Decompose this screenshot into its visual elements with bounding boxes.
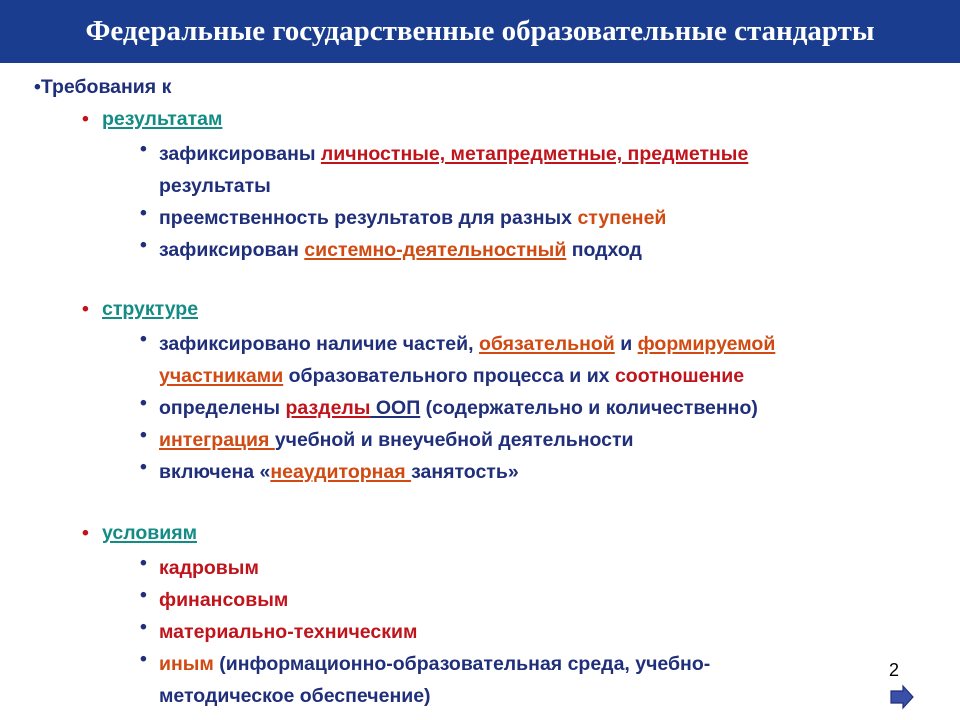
item-text: учебной и внеучебной деятельности: [274, 429, 634, 451]
bullet-icon: •: [140, 328, 147, 350]
item-text: определены: [159, 397, 286, 419]
intro-text: •Требования к: [34, 76, 172, 98]
item-text: ООП: [370, 397, 421, 419]
slide-content: [0, 72, 960, 712]
item-text: зафиксировано наличие частей,: [159, 333, 479, 355]
item-highlight: неаудиторная: [270, 461, 412, 483]
item-highlight: соотношение: [614, 365, 745, 387]
item-text: методическое обеспечение): [159, 685, 431, 707]
bullet-icon: •: [82, 522, 89, 544]
item-highlight: ступеней: [577, 207, 667, 229]
bullet-icon: •: [140, 616, 147, 638]
item-text: включена «: [159, 461, 271, 483]
item-text: зафиксирован: [159, 239, 305, 261]
item-highlight: личностные, метапредметные, предметные: [320, 143, 749, 165]
header-bar: [0, 0, 960, 63]
item-highlight: формируемой: [637, 333, 776, 355]
item-text: результаты: [159, 175, 271, 197]
bullet-icon: •: [140, 424, 147, 446]
page-number: 2: [889, 660, 900, 680]
bullet-icon: •: [140, 392, 147, 414]
section-heading-conditions: условиям: [102, 522, 198, 544]
item-text: преемственность результатов для разных: [159, 207, 578, 229]
next-arrow-icon[interactable]: [889, 684, 915, 710]
slide-title: Федеральные государственные образовательные стандарты: [85, 15, 875, 47]
item-text: кадровым: [159, 557, 259, 579]
item-text: материально-техническим: [159, 621, 418, 643]
bullet-icon: •: [140, 648, 147, 670]
item-text: зафиксированы: [159, 143, 321, 165]
section-heading-structure: структуре: [102, 298, 199, 320]
item-highlight: разделы: [285, 397, 371, 419]
section-heading-results: результатам: [102, 108, 223, 130]
bullet-icon: •: [140, 202, 147, 224]
item-text: занятость»: [411, 461, 519, 483]
item-text: (содержательно и количественно): [420, 397, 758, 419]
bullet-icon: •: [82, 298, 89, 320]
item-highlight: участниками: [159, 365, 284, 387]
item-text: образовательного процесса и их: [283, 365, 615, 387]
item-highlight: обязательной: [478, 333, 615, 355]
bullet-icon: •: [82, 108, 89, 130]
bullet-icon: •: [140, 234, 147, 256]
bullet-icon: •: [140, 456, 147, 478]
item-text: (информационно-образовательная среда, учебно-: [213, 653, 711, 675]
bullet-icon: •: [140, 584, 147, 606]
item-text: подход: [566, 239, 642, 261]
item-highlight: системно-деятельностный: [304, 239, 567, 261]
bullet-icon: •: [140, 552, 147, 574]
item-text: и: [614, 333, 638, 355]
item-highlight: иным: [159, 653, 214, 675]
bullet-icon: •: [140, 138, 147, 160]
item-text: финансовым: [159, 589, 289, 611]
item-highlight: интеграция: [159, 429, 275, 451]
